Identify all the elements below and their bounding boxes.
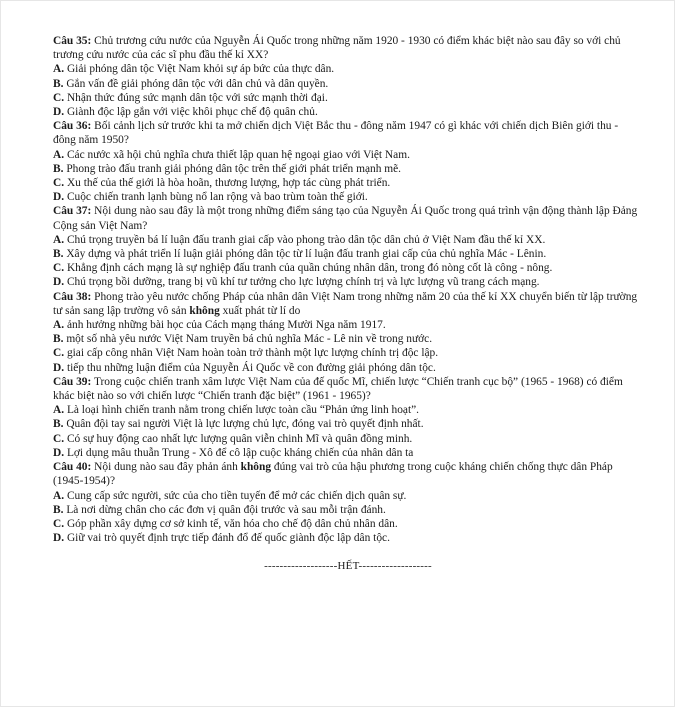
- option-d: D. Chú trọng bồi dưỡng, trang bị vũ khí tư tưởng cho lực lượng chính trị và lực lượng vũ trang cách mạng.: [53, 276, 540, 289]
- option-b: B. Phong trào đấu tranh giải phóng dân tộc trên thế giới phát triển mạnh mẽ.: [53, 162, 402, 175]
- option-d: D. Lợi dụng mâu thuẫn Trung - Xô để cô lập cuộc kháng chiến của nhân dân ta: [53, 446, 414, 459]
- emphasis-not: không: [240, 461, 272, 474]
- option-a: A. Cung cấp sức người, sức của cho tiền tuyến để mở các chiến dịch quân sự.: [53, 489, 407, 502]
- option-b: B. Xây dựng và phát triển lí luận giải phóng dân tộc từ lí luận đấu tranh giai cấp của chủ nghĩa Mác - Lênin.: [53, 248, 547, 261]
- end-of-exam-marker: -------------------HẾT-------------------: [264, 560, 432, 573]
- question-label: Câu 36:: [53, 120, 92, 133]
- option-c: C. Khẳng định cách mạng là sự nghiệp đấu tranh của quần chúng nhân dân, trong đó nòng cốt là công - nông.: [53, 262, 553, 275]
- option-a: A. Chú trọng truyền bá lí luận đấu tranh giai cấp vào phong trào dân tộc dân chủ ở Việt Nam đầu thế kỉ XX.: [53, 233, 546, 246]
- question-label: Câu 39:: [53, 375, 92, 388]
- option-d: D. Giành độc lập gắn với việc khôi phục chế độ quân chủ.: [53, 106, 318, 119]
- question-label: Câu 38:: [53, 290, 92, 303]
- question-39: [53, 375, 643, 460]
- question-stem: [53, 204, 643, 232]
- question-stem: Câu 40: Nội dung nào sau đây phản ánh không đúng vai trò của hậu phương trong cuộc kháng chiến chống thực dân Pháp (1945-1954)?: [53, 461, 613, 488]
- option-c: C. giai cấp công nhân Việt Nam hoàn toàn trở thành một lực lượng chính trị độc lập.: [53, 347, 439, 360]
- option-a: A. Là loại hình chiến tranh nằm trong chiến lược toàn cầu “Phản ứng linh hoạt”.: [53, 404, 420, 417]
- option-a: A. Các nước xã hội chủ nghĩa chưa thiết lập quan hệ ngoại giao với Việt Nam.: [53, 148, 410, 161]
- option-d: D. tiếp thu những luận điểm của Nguyễn Ái Quốc về con đường giải phóng dân tộc.: [53, 361, 436, 374]
- question-label: Câu 35:: [53, 35, 92, 47]
- question-37: [53, 204, 643, 289]
- question-text: Chủ trương cứu nước của Nguyễn Ái Quốc trong những năm 1920 - 1930 có điểm khác biệt nào sau đây so với chủ trương cứu nước của các sĩ phu đầu thế kỉ XX?: [53, 35, 621, 62]
- question-stem: [53, 119, 643, 147]
- question-label: Câu 40:: [53, 461, 92, 474]
- question-stem: [53, 34, 643, 62]
- option-d: D. Giữ vai trò quyết định trực tiếp đánh đổ đế quốc giành độc lập dân tộc.: [53, 532, 390, 545]
- question-35: [53, 34, 643, 119]
- option-c: C. Góp phần xây dựng cơ sở kinh tế, văn hóa cho chế độ dân chủ nhân dân.: [53, 517, 398, 530]
- option-a: A. ảnh hưởng những bài học của Cách mạng tháng Mười Nga năm 1917.: [53, 319, 386, 332]
- emphasis-not: không: [189, 304, 220, 317]
- exam-content: [53, 34, 643, 574]
- option-c: C. Nhận thức đúng sức mạnh dân tộc với sức mạnh thời đại.: [53, 91, 328, 104]
- question-label: Câu 37:: [53, 205, 92, 218]
- option-b: B. Là nơi dừng chân cho các đơn vị quân đội trước và sau mỗi trận đánh.: [53, 503, 386, 516]
- option-c: C. Xu thế của thế giới là hòa hoãn, thương lượng, hợp tác cùng phát triển.: [53, 177, 391, 190]
- question-40: [53, 460, 643, 545]
- question-text: Bối cảnh lịch sử trước khi ta mở chiến dịch Việt Bắc thu - đông năm 1947 có gì khác với chiến dịch Biên giới thu - đông năm 1950?: [53, 120, 619, 147]
- option-a: A. Giải phóng dân tộc Việt Nam khỏi sự áp bức của thực dân.: [53, 63, 335, 76]
- question-stem: Câu 38: Phong trào yêu nước chống Pháp của nhân dân Việt Nam trong những năm 20 của thế kỉ XX chuyển biến từ lập trường tư sản sang lập trường vô sản không xuất phát từ lí do: [53, 290, 638, 317]
- option-d: D. Cuộc chiến tranh lạnh bùng nổ lan rộng và bao trùm toàn thế giới.: [53, 191, 368, 204]
- question-text: Nội dung nào sau đây là một trong những điểm sáng tạo của Nguyễn Ái Quốc trong quá trình vận động thành lập Đảng Cộng sản Việt Nam?: [53, 205, 638, 232]
- option-b: B. Quân đội tay sai người Việt là lực lượng chủ lực, đóng vai trò quyết định nhất.: [53, 418, 424, 431]
- option-b: B. Gắn vấn đề giải phóng dân tộc với dân chủ và dân quyền.: [53, 77, 329, 90]
- question-text: Trong cuộc chiến tranh xâm lược Việt Nam của đế quốc Mĩ, chiến lược “Chiến tranh cục bộ” (1965 - 1968) có điểm khác biệt nào so với chiến lược “Chiến tranh đặc biệt” (1961 - 1965)?: [53, 375, 623, 403]
- question-stem: [53, 375, 643, 403]
- option-c: C. Có sự huy động cao nhất lực lượng quân viễn chinh Mĩ và quân đồng minh.: [53, 432, 413, 445]
- question-38: [53, 290, 643, 375]
- question-36: [53, 119, 643, 204]
- option-b: B. một số nhà yêu nước Việt Nam truyền bá chủ nghĩa Mác - Lê nin về trong nước.: [53, 333, 433, 346]
